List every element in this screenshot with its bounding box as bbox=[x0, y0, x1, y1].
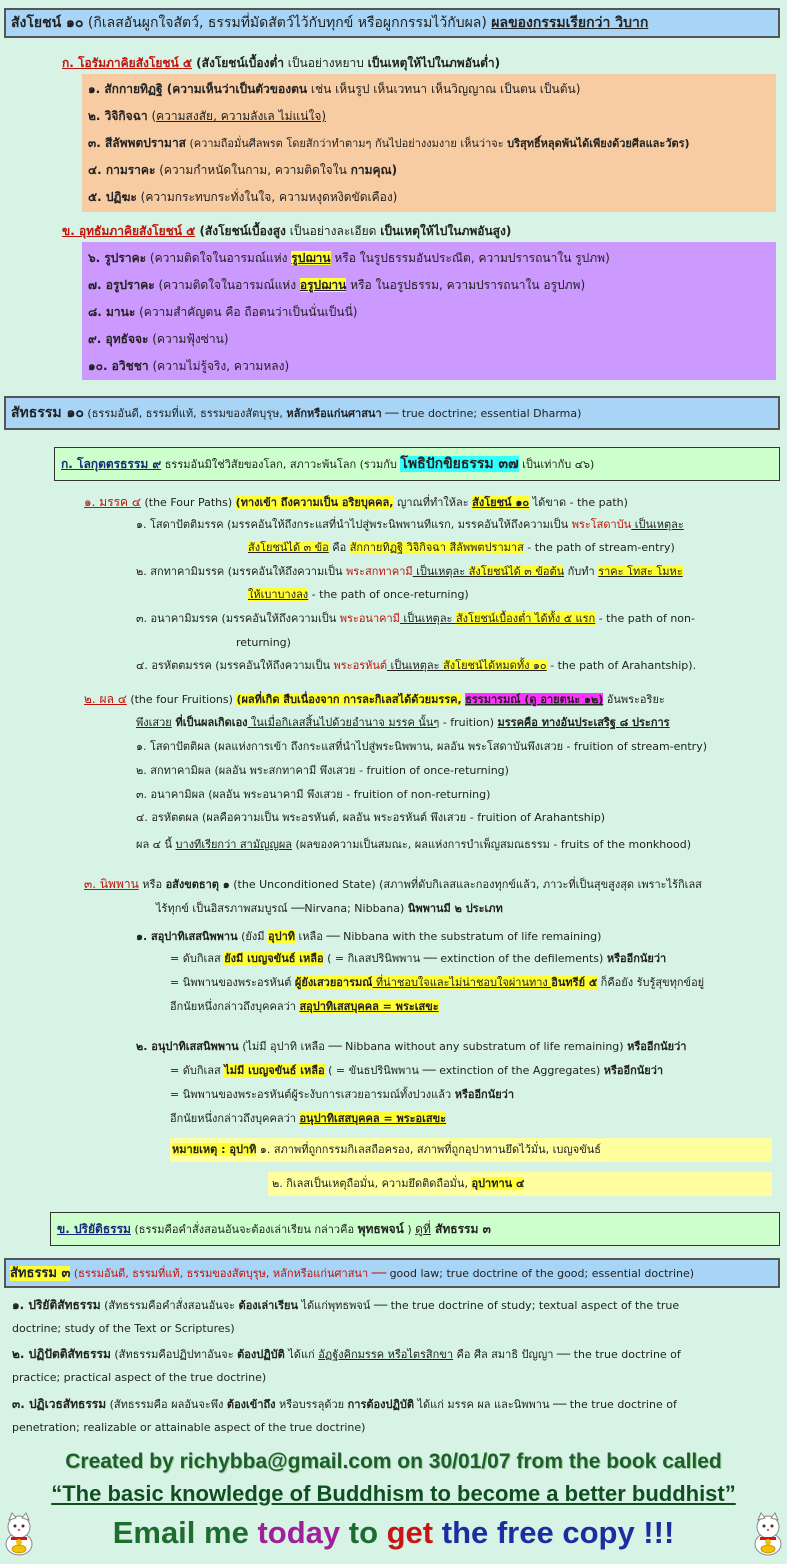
cta-word-free-copy: the free copy !!! bbox=[441, 1515, 675, 1550]
saupadisesa-title: ๑. สอุปาทิเสสนิพพาน (ยังมี อุปาทิ เหลือ ── Nibbana with the substratum of life remaining) bbox=[136, 930, 602, 943]
saddhamma-3-header: สัทธรรม ๓ (ธรรมอันดี, ธรรมที่แท้, ธรรมของสัตบุรุษ, หลักหรือแก่นศาสนา ── good law; true doctrine of the good; essential doctrine) bbox=[10, 1266, 695, 1281]
lower-fetter-4: ๔. กามราคะ (ความกำหนัดในกาม, ความติดใจใน กามคุณ) bbox=[88, 163, 398, 177]
footer-book-title: “The basic knowledge of Buddhism to become a better buddhist” bbox=[51, 1481, 736, 1506]
anupadisesa-2: = นิพพานของพระอรหันต์ผู้ระงับการเสวยอารมณ์ทั้งปวงแล้ว หรืออีกนัยว่า bbox=[170, 1088, 515, 1101]
magga-title: ๑. มรรค ๔ (the Four Paths) (ทางเข้า ถึงความเป็น อริยบุคคล, ญาณที่ทำให้ละ สังโยชน์ ๑๐ ได้ขาด - the path) bbox=[84, 495, 628, 509]
patipatti-saddhamma: ๒. ปฏิปัตติสัทธรรม (สัทธรรมคือปฏิปทาอันจะ ต้องปฏิบัติ ได้แก่ อัฏฐังคิกมรรค หรือไตรสิกขา คือ ศีล สมาธิ ปัญญา ── the true doctrine of bbox=[12, 1347, 681, 1361]
saupadisesa-3: อีกนัยหนึ่งกล่าวถึงบุคคลว่า สอุปาทิเสสบุคคล = พระเสขะ bbox=[170, 1000, 439, 1013]
magga-3-line1: ๓. อนาคามิมรรค (มรรคอันให้ถึงความเป็น พระอนาคามี เป็นเหตุละ สังโยชน์เบื้องต่ำ ได้ทั้ง ๕ แรก - the path of non- bbox=[136, 612, 695, 625]
higher-fetter-6: ๖. รูปราคะ (ความติดใจในอารมณ์แห่ง รูปฌาน หรือ ในรูปธรรมอันประณีต, ความปรารถนาใน รูปภพ) bbox=[88, 251, 610, 265]
upadhi-note-1: หมายเหตุ : อุปาทิ ๑. สภาพที่ถูกกรรมกิเลสถือครอง, สภาพที่ถูกอุปาทานยึดไว้มั่น, เบญจขันธ์ bbox=[172, 1143, 601, 1156]
cta-word-email: Email me bbox=[112, 1515, 258, 1550]
saupadisesa-2: = นิพพานของพระอรหันต์ ผู้ยังเสวยอารมณ์ ที่น่าชอบใจและไม่น่าชอบใจผ่านทาง อินทรีย์ ๕ ก็คือยัง รับรู้สุขทุกข์อยู่ bbox=[170, 976, 705, 989]
phala-3: ๓. อนาคามิผล (ผลอัน พระอนาคามี พึงเสวย - fruition of non-returning) bbox=[136, 788, 491, 801]
magga-4: ๔. อรหัตตมรรค (มรรคอันให้ถึงความเป็น พระอรหันต์ เป็นเหตุละ สังโยชน์ได้หมดทั้ง ๑๐ - the path of Arahantship). bbox=[136, 659, 697, 672]
orambhagiya-title: ก. โอรัมภาคิยสังโยชน์ ๕ (สังโยชน์เบื้องต่ำ เป็นอย่างหยาบ เป็นเหตุให้ไปในภพอันต่ำ) bbox=[62, 56, 501, 70]
magga-2-line2: ให้เบาบางลง - the path of once-returning) bbox=[248, 588, 469, 601]
pariyatti-saddhamma-2: doctrine; study of the Text or Scriptures) bbox=[12, 1322, 235, 1335]
magga-1-line1: ๑. โสดาปัตติมรรค (มรรคอันให้ถึงกระแสที่นำไปสู่พระนิพพานทีแรก, มรรคอันให้ถึงความเป็น พระโสดาบัน เป็นเหตุละ bbox=[136, 518, 684, 531]
cta-word-to: to bbox=[348, 1515, 387, 1550]
magga-2-line1: ๒. สกทาคามิมรรค (มรรคอันให้ถึงความเป็น พระสกทาคามี เป็นเหตุละ สังโยชน์ได้ ๓ ข้อต้น กับทำ ราคะ โทสะ โมหะ bbox=[136, 565, 683, 578]
phala-title: ๒. ผล ๔ (the four Fruitions) (ผลที่เกิด สืบเนื่องจาก การละกิเลสได้ด้วยมรรค, ธรรมารมณ์ (ดู อายตนะ ๑๒) อันพระอริยะ bbox=[84, 692, 665, 706]
higher-fetter-9: ๙. อุทธัจจะ (ความฟุ้งซ่าน) bbox=[88, 332, 229, 346]
upadhi-note-2: ๒. กิเลสเป็นเหตุถือมั่น, ความยึดติดถือมั่น, อุปาทาน ๔ bbox=[272, 1177, 525, 1190]
magga-3-line2: returning) bbox=[236, 636, 291, 649]
phala-4: ๔. อรหัตตผล (ผลคือความเป็น พระอรหันต์, ผลอัน พระอรหันต์ พึงเสวย - fruition of Arahantship) bbox=[136, 811, 606, 824]
higher-fetter-7: ๗. อรูปราคะ (ความติดใจในอารมณ์แห่ง อรูปฌาน หรือ ในอรูปธรรม, ความปรารถนาใน อรูปภพ) bbox=[88, 278, 586, 292]
patipatti-saddhamma-2: practice; practical aspect of the true doctrine) bbox=[12, 1371, 267, 1384]
anupadisesa-3: อีกนัยหนึ่งกล่าวถึงบุคคลว่า อนุปาทิเสสบุคคล = พระอเสขะ bbox=[170, 1112, 447, 1125]
nibbana-title-line2: ไร้ทุกข์ เป็นอิสรภาพสมบูรณ์ ──Nirvana; Nibbana) นิพพานมี ๒ ประเภท bbox=[156, 902, 503, 915]
lower-fetter-5: ๕. ปฏิฆะ (ความกระทบกระทั่งในใจ, ความหงุดหงิดขัดเคือง) bbox=[88, 190, 398, 204]
higher-fetter-8: ๘. มานะ (ความสำคัญตน คือ ถือตนว่าเป็นนั่นเป็นนี่) bbox=[88, 305, 358, 319]
footer-email-cta bbox=[0, 1515, 787, 1551]
phala-2: ๒. สกทาคามิผล (ผลอัน พระสกทาคามี พึงเสวย - fruition of once-returning) bbox=[136, 764, 509, 777]
pariyatti-saddhamma: ๑. ปริยัติสัทธรรม (สัทธรรมคือคำสั่งสอนอันจะ ต้องเล่าเรียน ได้แก่พุทธพจน์ ── the true doctrine of study; textual aspect of the true bbox=[12, 1298, 680, 1312]
lower-fetter-1: ๑. สักกายทิฏฐิ (ความเห็นว่าเป็นตัวของตน เช่น เห็นรูป เห็นเวทนา เห็นวิญญาณ เป็นตน เป็นต้น) bbox=[88, 82, 581, 96]
saupadisesa-1: = ดับกิเลส ยังมี เบญจขันธ์ เหลือ ( = กิเลสปรินิพพาน ── extinction of the defilements) หรืออีกนัยว่า bbox=[170, 952, 667, 965]
footer-created-by: Created by richybba@gmail.com on 30/01/07 from the book called bbox=[65, 1450, 722, 1473]
saddhamma-10-header: สัทธรรม ๑๐ (ธรรมอันดี, ธรรมที่แท้, ธรรมของสัตบุรุษ, หลักหรือแก่นศาสนา ── true doctrine; essential Dharma) bbox=[11, 405, 582, 421]
pativedha-saddhamma-2: penetration; realizable or attainable aspect of the true doctrine) bbox=[12, 1421, 366, 1434]
cta-word-today: today bbox=[257, 1515, 349, 1550]
lokuttara-title: ก. โลกุตตรธรรม ๙ ธรรมอันมิใช่วิสัยของโลก, สภาวะพ้นโลก (รวมกับ โพธิปักขิยธรรม ๓๗ เป็นเท่ากับ ๔๖) bbox=[61, 456, 595, 472]
phala-1: ๑. โสดาปัตติผล (ผลแห่งการเข้า ถึงกระแสที่นำไปสู่พระนิพพาน, ผลอัน พระโสดาบันพึงเสวย - fruition of stream-entry) bbox=[136, 740, 708, 753]
lucky-cat-right-icon bbox=[752, 1512, 784, 1556]
magga-1-line2: สังโยชน์ได้ ๓ ข้อ คือ สักกายทิฏฐิ วิจิกิจฉา สีลัพพตปรามาส - the path of stream-entry) bbox=[248, 541, 675, 554]
samannaphala-note: ผล ๔ นี้ บางทีเรียกว่า สามัญญผล (ผลของความเป็นสมณะ, ผลแห่งการบำเพ็ญสมณธรรม - fruits of the monkhood) bbox=[136, 838, 691, 851]
anupadisesa-1: = ดับกิเลส ไม่มี เบญจขันธ์ เหลือ ( = ขันธปรินิพพาน ── extinction of the Aggregates) หรืออีกนัยว่า bbox=[170, 1064, 664, 1077]
uddhambhagiya-title: ข. อุทธัมภาคิยสังโยชน์ ๕ (สังโยชน์เบื้องสูง เป็นอย่างละเอียด เป็นเหตุให้ไปในภพอันสูง) bbox=[62, 224, 512, 238]
samyojana-header: สังโยชน์ ๑๐ (กิเลสอันผูกใจสัตว์, ธรรมที่มัดสัตว์ไว้กับทุกข์ หรือผูกกรรมไว้กับผล) ผลของกรรมเรียกว่า วิบาก bbox=[11, 15, 649, 31]
phala-title-line2: พึงเสวย ที่เป็นผลเกิดเอง ในเมื่อกิเลสสิ้นไปด้วยอำนาจ มรรค นั้นๆ - fruition) มรรคคือ ทางอันประเสริฐ ๘ ประการ bbox=[136, 716, 670, 729]
cta-word-get: get bbox=[386, 1515, 442, 1550]
anupadisesa-title: ๒. อนุปาทิเสสนิพพาน (ไม่มี อุปาทิ เหลือ ── Nibbana without any substratum of life remaining) หรืออีกนัยว่า bbox=[136, 1040, 687, 1053]
higher-fetter-10: ๑๐. อวิชชา (ความไม่รู้จริง, ความหลง) bbox=[88, 359, 290, 373]
lucky-cat-left-icon bbox=[3, 1512, 35, 1556]
pativedha-saddhamma: ๓. ปฏิเวธสัทธรรม (สัทธรรมคือ ผลอันจะพึง ต้องเข้าถึง หรือบรรลุด้วย การต้องปฏิบัติ ได้แก่ มรรค ผล และนิพพาน ── the true doctrine of bbox=[12, 1397, 677, 1411]
pariyatti-title: ข. ปริยัติธรรม (ธรรมคือคำสั่งสอนอันจะต้องเล่าเรียน กล่าวคือ พุทธพจน์ ) ดูที่ สัทธรรม ๓ bbox=[57, 1222, 491, 1236]
nibbana-title: ๓. นิพพาน หรือ อสังขตธาตุ ๑ (the Unconditioned State) (สภาพที่ดับกิเลสและกองทุกข์แล้ว, ภาวะที่เป็นสุขสูงสุด เพราะไร้กิเลส bbox=[84, 877, 702, 891]
lower-fetter-3: ๓. สีลัพพตปรามาส (ความถือมั่นศีลพรต โดยสักว่าทำตามๆ กันไปอย่างงมงาย เห็นว่าจะ บริสุทธิ์หลุดพ้นได้เพียงด้วยศีลและวัตร) bbox=[88, 136, 690, 150]
lower-fetter-2: ๒. วิจิกิจฉา (ความสงสัย, ความลังเล ไม่แน่ใจ) bbox=[88, 109, 327, 123]
